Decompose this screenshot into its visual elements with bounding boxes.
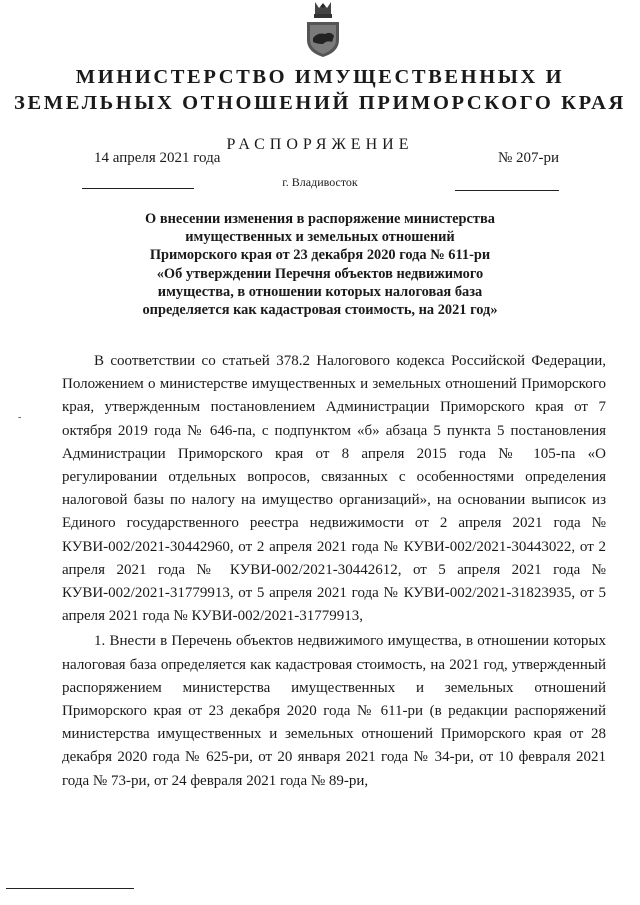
document-date: 14 апреля 2021 года — [94, 150, 221, 166]
document-type: РАСПОРЯЖЕНИЕ — [226, 136, 414, 153]
coat-of-arms-icon — [303, 0, 343, 60]
title-line: имущества, в отношении которых налоговая база — [157, 283, 483, 300]
margin-mark: - — [18, 412, 22, 423]
body-paragraph-1: В соответствии со статьей 378.2 Налогового кодекса Российской Федерации, Положением о министерстве имущественных и земельных отношений Приморского края, утвержденным постановлением Администрации Приморского края от 7 октября 2019 года № 646-па, с подпунктом «б» абзаца 5 пункта 5 постановления Администрации Приморского края от 8 апреля 2015 года № 105-па «О регулировании отдельных вопросов, связанных с особенностями определения налоговой базы по налогу на имущество организаций», на основании выписок из Единого государственного реестра недвижимости от 2 апреля 2021 года № КУВИ-002/2021-30442960, от 2 апреля 2021 года № КУВИ-002/2021-30443022, от 2 апреля 2021 года № КУВИ-002/2021-30442612, от 5 апреля 2021 года № КУВИ-002/2021-31779913, от 5 апреля 2021 года № КУВИ-002/2021-31823935, от 5 апреля 2021 года № КУВИ-002/2021-31779913, — [62, 353, 606, 625]
document-number: № 207-ри — [498, 150, 560, 166]
title-line: О внесении изменения в распоряжение министерства — [145, 211, 495, 227]
document-city: г. Владивосток — [282, 175, 358, 189]
number-underline — [455, 190, 559, 191]
document-title — [90, 210, 550, 319]
ministry-name-line2: ЗЕМЕЛЬНЫХ ОТНОШЕНИЙ ПРИМОРСКОГО КРАЯ — [14, 92, 626, 114]
body-paragraph-2: 1. Внести в Перечень объектов недвижимого имущества, в отношении которых налоговая база определяется как кадастровая стоимость, на 2021 год, утвержденный распоряжением министерства имущественных и земельных отношений Приморского края от 23 декабря 2020 года № 611-ри (в редакции распоряжений министерства имущественных и земельных отношений Приморского края от 28 декабря 2020 года № 625-ри, от 20 января 2021 года № 34-ри, от 10 февраля 2021 года № 73-ри, от 24 февраля 2021 года № 89-ри, — [62, 633, 606, 789]
ministry-name-line1: МИНИСТЕРСТВО ИМУЩЕСТВЕННЫХ И — [75, 66, 565, 88]
footnote-separator — [6, 888, 134, 889]
title-line: «Об утверждении Перечня объектов недвижимого — [156, 265, 484, 282]
title-line: имущественных и земельных отношений — [185, 229, 455, 246]
title-line: определяется как кадастровая стоимость, на 2021 год» — [142, 302, 498, 319]
document-body — [62, 350, 606, 793]
title-line: Приморского края от 23 декабря 2020 года № 611-ри — [149, 247, 491, 264]
